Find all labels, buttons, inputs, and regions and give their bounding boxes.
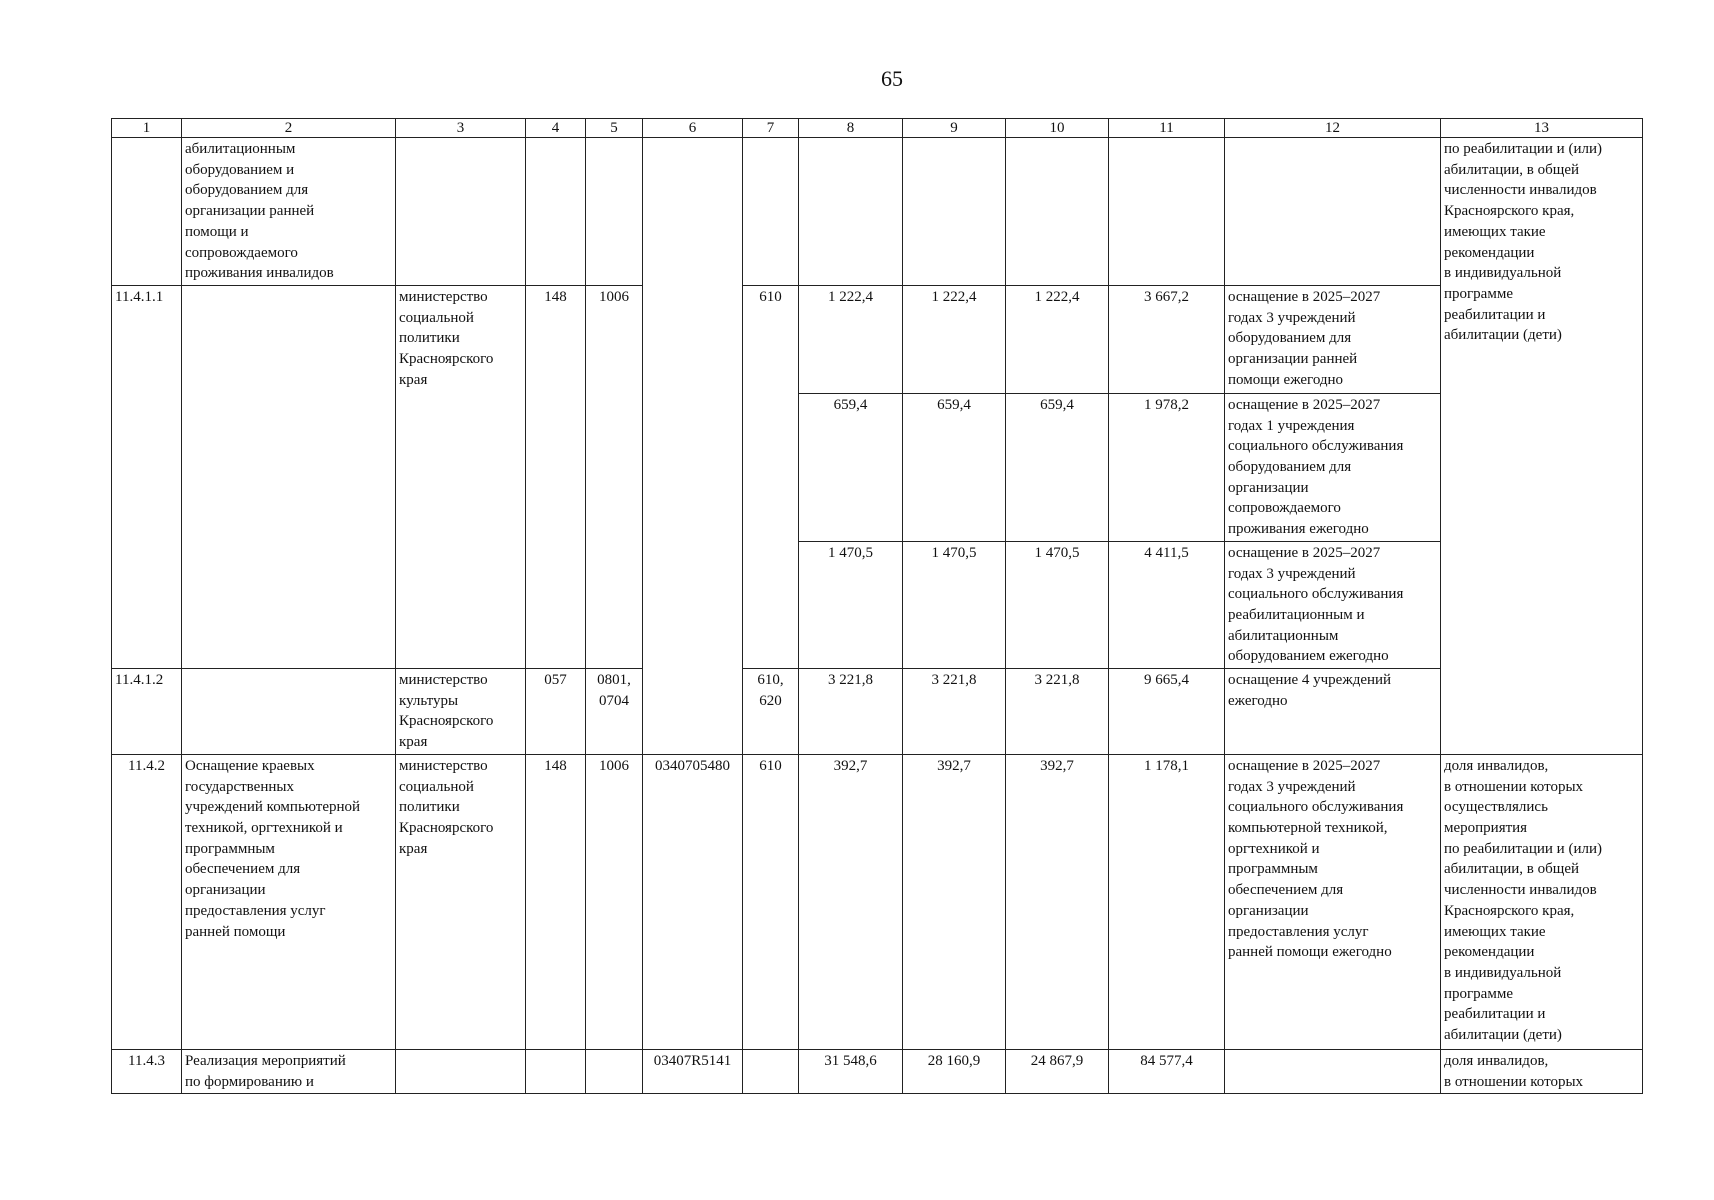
amount-2025: 1 222,4 — [799, 285, 903, 393]
cell-empty — [643, 285, 743, 754]
col-header-10: 10 — [1006, 119, 1109, 138]
rzpr-code: 1006 — [586, 285, 643, 668]
cell-empty — [586, 138, 643, 286]
col-header-5: 5 — [586, 119, 643, 138]
amount-2027: 24 867,9 — [1006, 1049, 1109, 1093]
responsible-ministry: министерство социальной политики Красноярского края — [396, 754, 526, 1049]
continuation-row — [112, 138, 1643, 286]
responsible-ministry: министерство социальной политики Красноярского края — [396, 285, 526, 668]
amount-2025: 1 470,5 — [799, 541, 903, 668]
col-header-1: 1 — [112, 119, 182, 138]
amount-2025: 392,7 — [799, 754, 903, 1049]
amount-2025: 3 221,8 — [799, 669, 903, 755]
cell-empty — [1109, 138, 1225, 286]
amount-2027: 3 221,8 — [1006, 669, 1109, 755]
table-row — [112, 669, 1643, 755]
cell-empty — [1006, 138, 1109, 286]
cell-empty — [526, 138, 586, 286]
continued-activity-name: абилитационным оборудованием и оборудованием для организации ранней помощи и сопровождаемого проживания инвалидов — [182, 138, 396, 286]
csr-code: 0340705480 — [643, 754, 743, 1049]
amount-2026: 3 221,8 — [903, 669, 1006, 755]
expected-result: оснащение 4 учреждений ежегодно — [1225, 669, 1441, 755]
amount-total: 3 667,2 — [1109, 285, 1225, 393]
grbs-code: 148 — [526, 754, 586, 1049]
table-row — [112, 754, 1643, 1049]
cell-empty — [182, 285, 396, 668]
amount-2027: 1 222,4 — [1006, 285, 1109, 393]
table-row — [112, 285, 1643, 393]
activity-name: Реализация мероприятий по формированию и — [182, 1049, 396, 1093]
col-header-12: 12 — [1225, 119, 1441, 138]
amount-2026: 1 470,5 — [903, 541, 1006, 668]
col-header-4: 4 — [526, 119, 586, 138]
rzpr-code: 1006 — [586, 754, 643, 1049]
amount-2027: 1 470,5 — [1006, 541, 1109, 668]
col-header-8: 8 — [799, 119, 903, 138]
budget-table-wrapper — [111, 118, 1643, 1094]
cell-empty — [396, 1049, 526, 1093]
expected-result: оснащение в 2025–2027 годах 3 учреждений социального обслуживания компьютерной техникой, оргтехникой и программным обеспечением для организации предоставления услуг ранней помощи ежегодно — [1225, 754, 1441, 1049]
cell-empty — [903, 138, 1006, 286]
amount-2027: 659,4 — [1006, 393, 1109, 541]
col-header-6: 6 — [643, 119, 743, 138]
amount-total: 1 178,1 — [1109, 754, 1225, 1049]
table-row — [112, 1049, 1643, 1093]
grbs-code: 148 — [526, 285, 586, 668]
cell-empty — [1225, 138, 1441, 286]
rzpr-code: 0801, 0704 — [586, 669, 643, 755]
col-header-2: 2 — [182, 119, 396, 138]
cell-empty — [743, 1049, 799, 1093]
expected-result: оснащение в 2025–2027 годах 3 учреждений оборудованием для организации ранней помощи ежегодно — [1225, 285, 1441, 393]
cell-empty — [1225, 1049, 1441, 1093]
expected-result: оснащение в 2025–2027 годах 1 учреждения социального обслуживания оборудованием для организации сопровождаемого проживания ежегодно — [1225, 393, 1441, 541]
amount-total: 1 978,2 — [1109, 393, 1225, 541]
csr-code: 03407R5141 — [643, 1049, 743, 1093]
vr-code: 610 — [743, 285, 799, 668]
indicator-cell: доля инвалидов, в отношении которых осуществлялись мероприятия по реабилитации и (или) абилитации, в общей численности инвалидов Красноярского края, имеющих такие рекомендации в индивидуальной программе реабилитации и абилитации (дети) — [1441, 754, 1643, 1049]
vr-code: 610, 620 — [743, 669, 799, 755]
cell-empty — [586, 1049, 643, 1093]
indicator-cell: доля инвалидов, в отношении которых — [1441, 1049, 1643, 1093]
cell-empty — [799, 138, 903, 286]
amount-2026: 659,4 — [903, 393, 1006, 541]
header-row — [112, 119, 1643, 138]
cell-empty — [112, 138, 182, 286]
amount-total: 84 577,4 — [1109, 1049, 1225, 1093]
row-number: 11.4.3 — [112, 1049, 182, 1093]
amount-total: 4 411,5 — [1109, 541, 1225, 668]
amount-2026: 392,7 — [903, 754, 1006, 1049]
row-number: 11.4.1.1 — [112, 285, 182, 668]
amount-2027: 392,7 — [1006, 754, 1109, 1049]
col-header-3: 3 — [396, 119, 526, 138]
grbs-code: 057 — [526, 669, 586, 755]
col-header-11: 11 — [1109, 119, 1225, 138]
cell-empty — [182, 669, 396, 755]
row-number: 11.4.1.2 — [112, 669, 182, 755]
col-header-9: 9 — [903, 119, 1006, 138]
activity-name: Оснащение краевых государственных учреждений компьютерной техникой, оргтехникой и программным обеспечением для организации предоставления услуг ранней помощи — [182, 754, 396, 1049]
amount-2026: 1 222,4 — [903, 285, 1006, 393]
responsible-ministry: министерство культуры Красноярского края — [396, 669, 526, 755]
col-header-13: 13 — [1441, 119, 1643, 138]
vr-code: 610 — [743, 754, 799, 1049]
budget-table — [111, 118, 1643, 1094]
indicator-cell: по реабилитации и (или) абилитации, в общей численности инвалидов Красноярского края, имеющих такие рекомендации в индивидуальной программе реабилитации и абилитации (дети) — [1441, 138, 1643, 755]
cell-empty — [743, 138, 799, 286]
expected-result: оснащение в 2025–2027 годах 3 учреждений социального обслуживания реабилитационным и абилитационным оборудованием ежегодно — [1225, 541, 1441, 668]
page-number: 65 — [881, 66, 903, 91]
cell-empty — [643, 138, 743, 286]
amount-2026: 28 160,9 — [903, 1049, 1006, 1093]
cell-empty — [396, 138, 526, 286]
amount-total: 9 665,4 — [1109, 669, 1225, 755]
amount-2025: 659,4 — [799, 393, 903, 541]
row-number: 11.4.2 — [112, 754, 182, 1049]
amount-2025: 31 548,6 — [799, 1049, 903, 1093]
cell-empty — [526, 1049, 586, 1093]
col-header-7: 7 — [743, 119, 799, 138]
